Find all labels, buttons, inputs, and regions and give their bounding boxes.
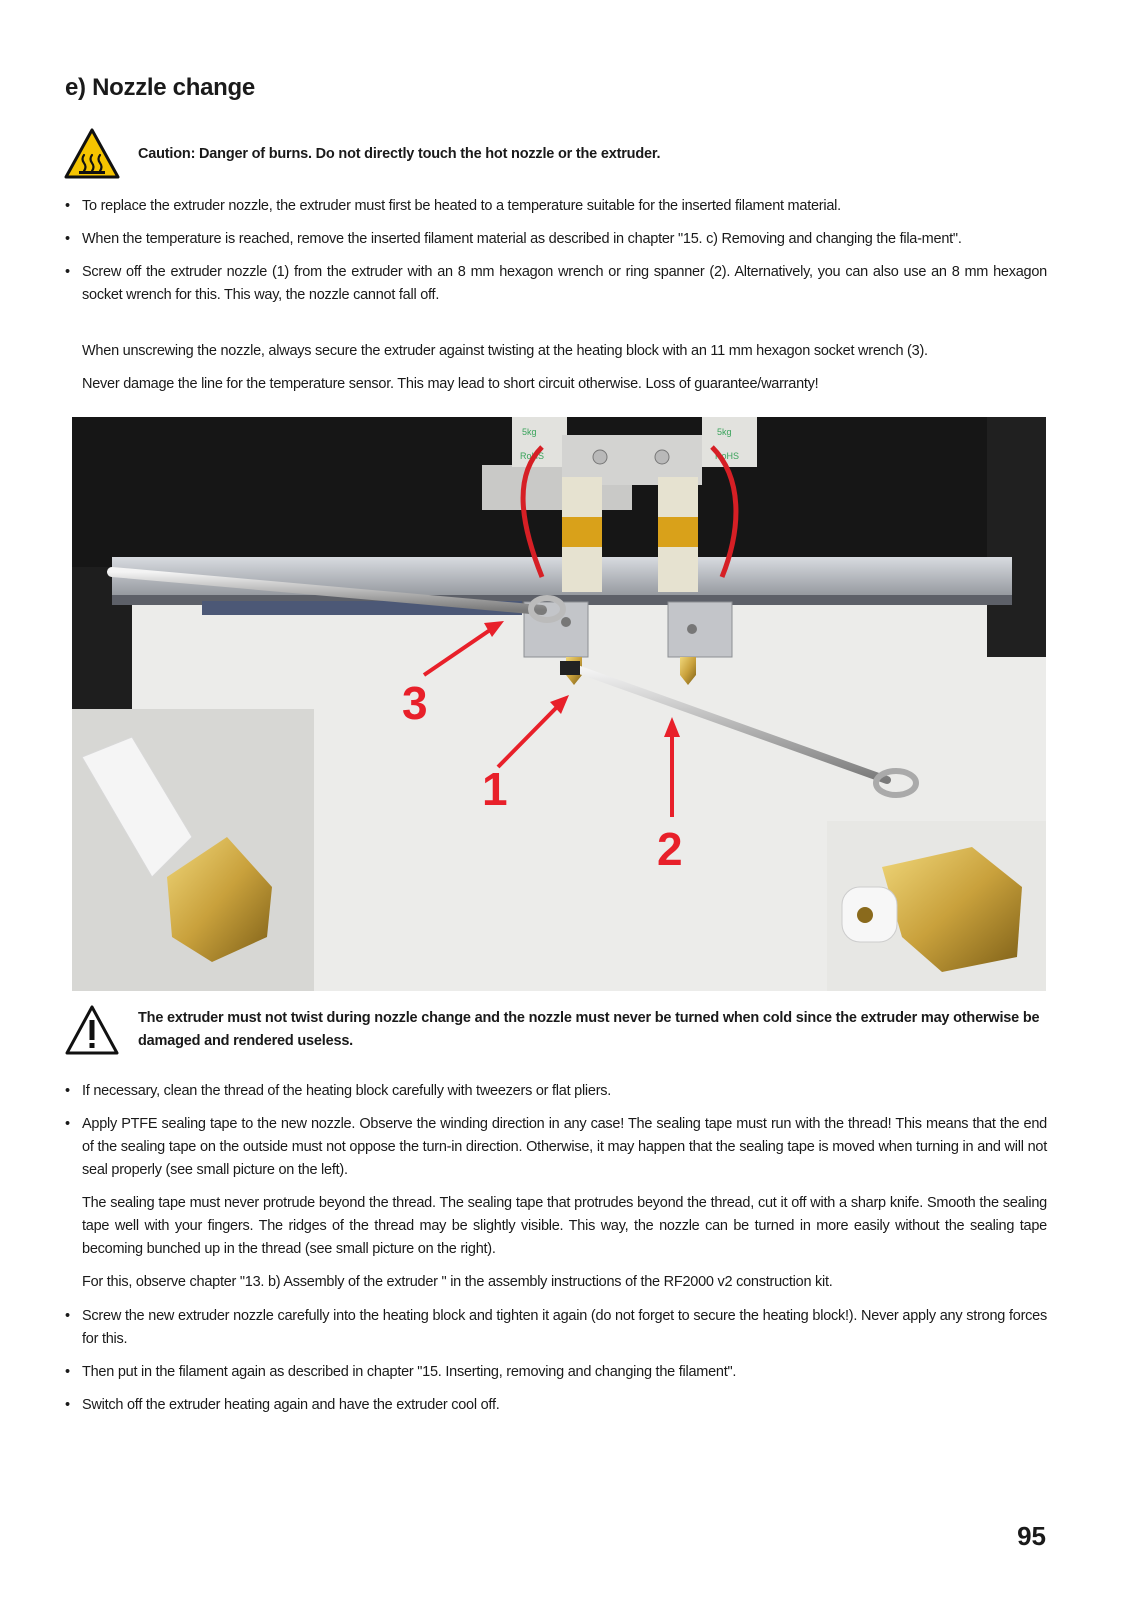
bullet-symbol: •: [65, 1364, 70, 1380]
callout-1: 1: [482, 763, 508, 815]
bullet-symbol: •: [65, 198, 70, 214]
para-unscrew: When unscrewing the nozzle, always secure the extruder against twisting at the heating block with an 11 mm hexagon socket wrench (3).: [82, 343, 928, 359]
bullet-list-middle: [64, 1080, 1047, 1192]
heating-block-right: [668, 602, 732, 657]
list-item-text: Switch off the extruder heating again and have the extruder cool off.: [82, 1397, 500, 1413]
bullet-symbol: •: [65, 1308, 70, 1324]
list-item: [64, 1361, 1047, 1384]
list-item: [64, 261, 1047, 307]
list-item: [64, 1305, 1047, 1351]
bullet-symbol: •: [65, 1116, 70, 1132]
list-item: [64, 228, 1047, 251]
list-item-text: To replace the extruder nozzle, the extruder must first be heated to a temperature suitable for the inserted filament material.: [82, 198, 841, 214]
bullet-symbol: •: [65, 1083, 70, 1099]
bullet-symbol: •: [65, 231, 70, 247]
para-sealing-tape: The sealing tape must never protrude beyond the thread. The sealing tape that protrudes beyond the thread, cut it off with a sharp knife. Smooth the sealing tape well with your fingers. The ridges of the thread may be slightly visible. This way, the nozzle can be turned in more easily without the sealing tape becoming bunched up in the thread (see small picture on the right).: [82, 1195, 1047, 1257]
list-item-text: Apply PTFE sealing tape to the new nozzle. Observe the winding direction in any case! The sealing tape must run with the thread! This means that the end of the sealing tape on the outside must not oppose the turn-in direction. Otherwise, it may happen that the sealing tape is moved when turning in and will not seal properly (see small picture on the left).: [82, 1116, 1047, 1178]
para-sensor: Never damage the line for the temperature sensor. This may lead to short circuit otherwise. Loss of guarantee/warranty!: [82, 376, 819, 392]
list-item-text: Screw off the extruder nozzle (1) from the extruder with an 8 mm hexagon wrench or ring spanner (2). Alternatively, you can also use an 8 mm hexagon socket wrench for this. This way, the nozzle cannot fall off.: [82, 264, 1047, 303]
label-rohs-left: RoHS: [520, 451, 545, 461]
label-rohs-right: RoHS: [715, 451, 740, 461]
bullet-list-top: [64, 195, 1047, 317]
label-5kg-right: 5kg: [717, 427, 732, 437]
para-assembly: For this, observe chapter "13. b) Assembly of the extruder " in the assembly instructions of the RF2000 v2 construction kit.: [82, 1274, 833, 1290]
list-item: [64, 1113, 1047, 1182]
exclamation-warning-icon: [64, 1004, 120, 1056]
page-number: 95: [1017, 1521, 1046, 1551]
section-title: e) Nozzle change: [65, 74, 255, 101]
list-item: [64, 195, 1047, 218]
list-item-text: Screw the new extruder nozzle carefully into the heating block and tighten it again (do not forget to secure the heating block!). Never apply any strong forces for this.: [82, 1308, 1047, 1347]
warning-notice: [64, 1004, 1047, 1056]
hot-surface-warning-icon: [64, 128, 120, 180]
warning-text: The extruder must not twist during nozzle change and the nozzle must never be turned when cold since the extruder may otherwise be damaged and rendered useless.: [138, 1010, 1040, 1049]
bullet-symbol: •: [65, 264, 70, 280]
callout-2: 2: [657, 823, 683, 875]
list-item-text: Then put in the filament again as described in chapter "15. Inserting, removing and changing the filament".: [82, 1364, 737, 1380]
list-item-text: When the temperature is reached, remove the inserted filament material as described in chapter "15. c) Removing and changing the fila-ment".: [82, 231, 962, 247]
callout-3: 3: [402, 677, 428, 729]
label-5kg-left: 5kg: [522, 427, 537, 437]
list-item-text: If necessary, clean the thread of the heating block carefully with tweezers or flat pliers.: [82, 1083, 612, 1099]
caution-notice: [64, 128, 1047, 180]
extruder-illustration: [72, 417, 1046, 991]
bullet-symbol: •: [65, 1397, 70, 1413]
list-item: [64, 1394, 1047, 1417]
bullet-list-bottom: [64, 1305, 1047, 1427]
caution-text: Caution: Danger of burns. Do not directly touch the hot nozzle or the extruder.: [138, 145, 661, 162]
extruder-photo: [72, 417, 1046, 991]
list-item: [64, 1080, 1047, 1103]
